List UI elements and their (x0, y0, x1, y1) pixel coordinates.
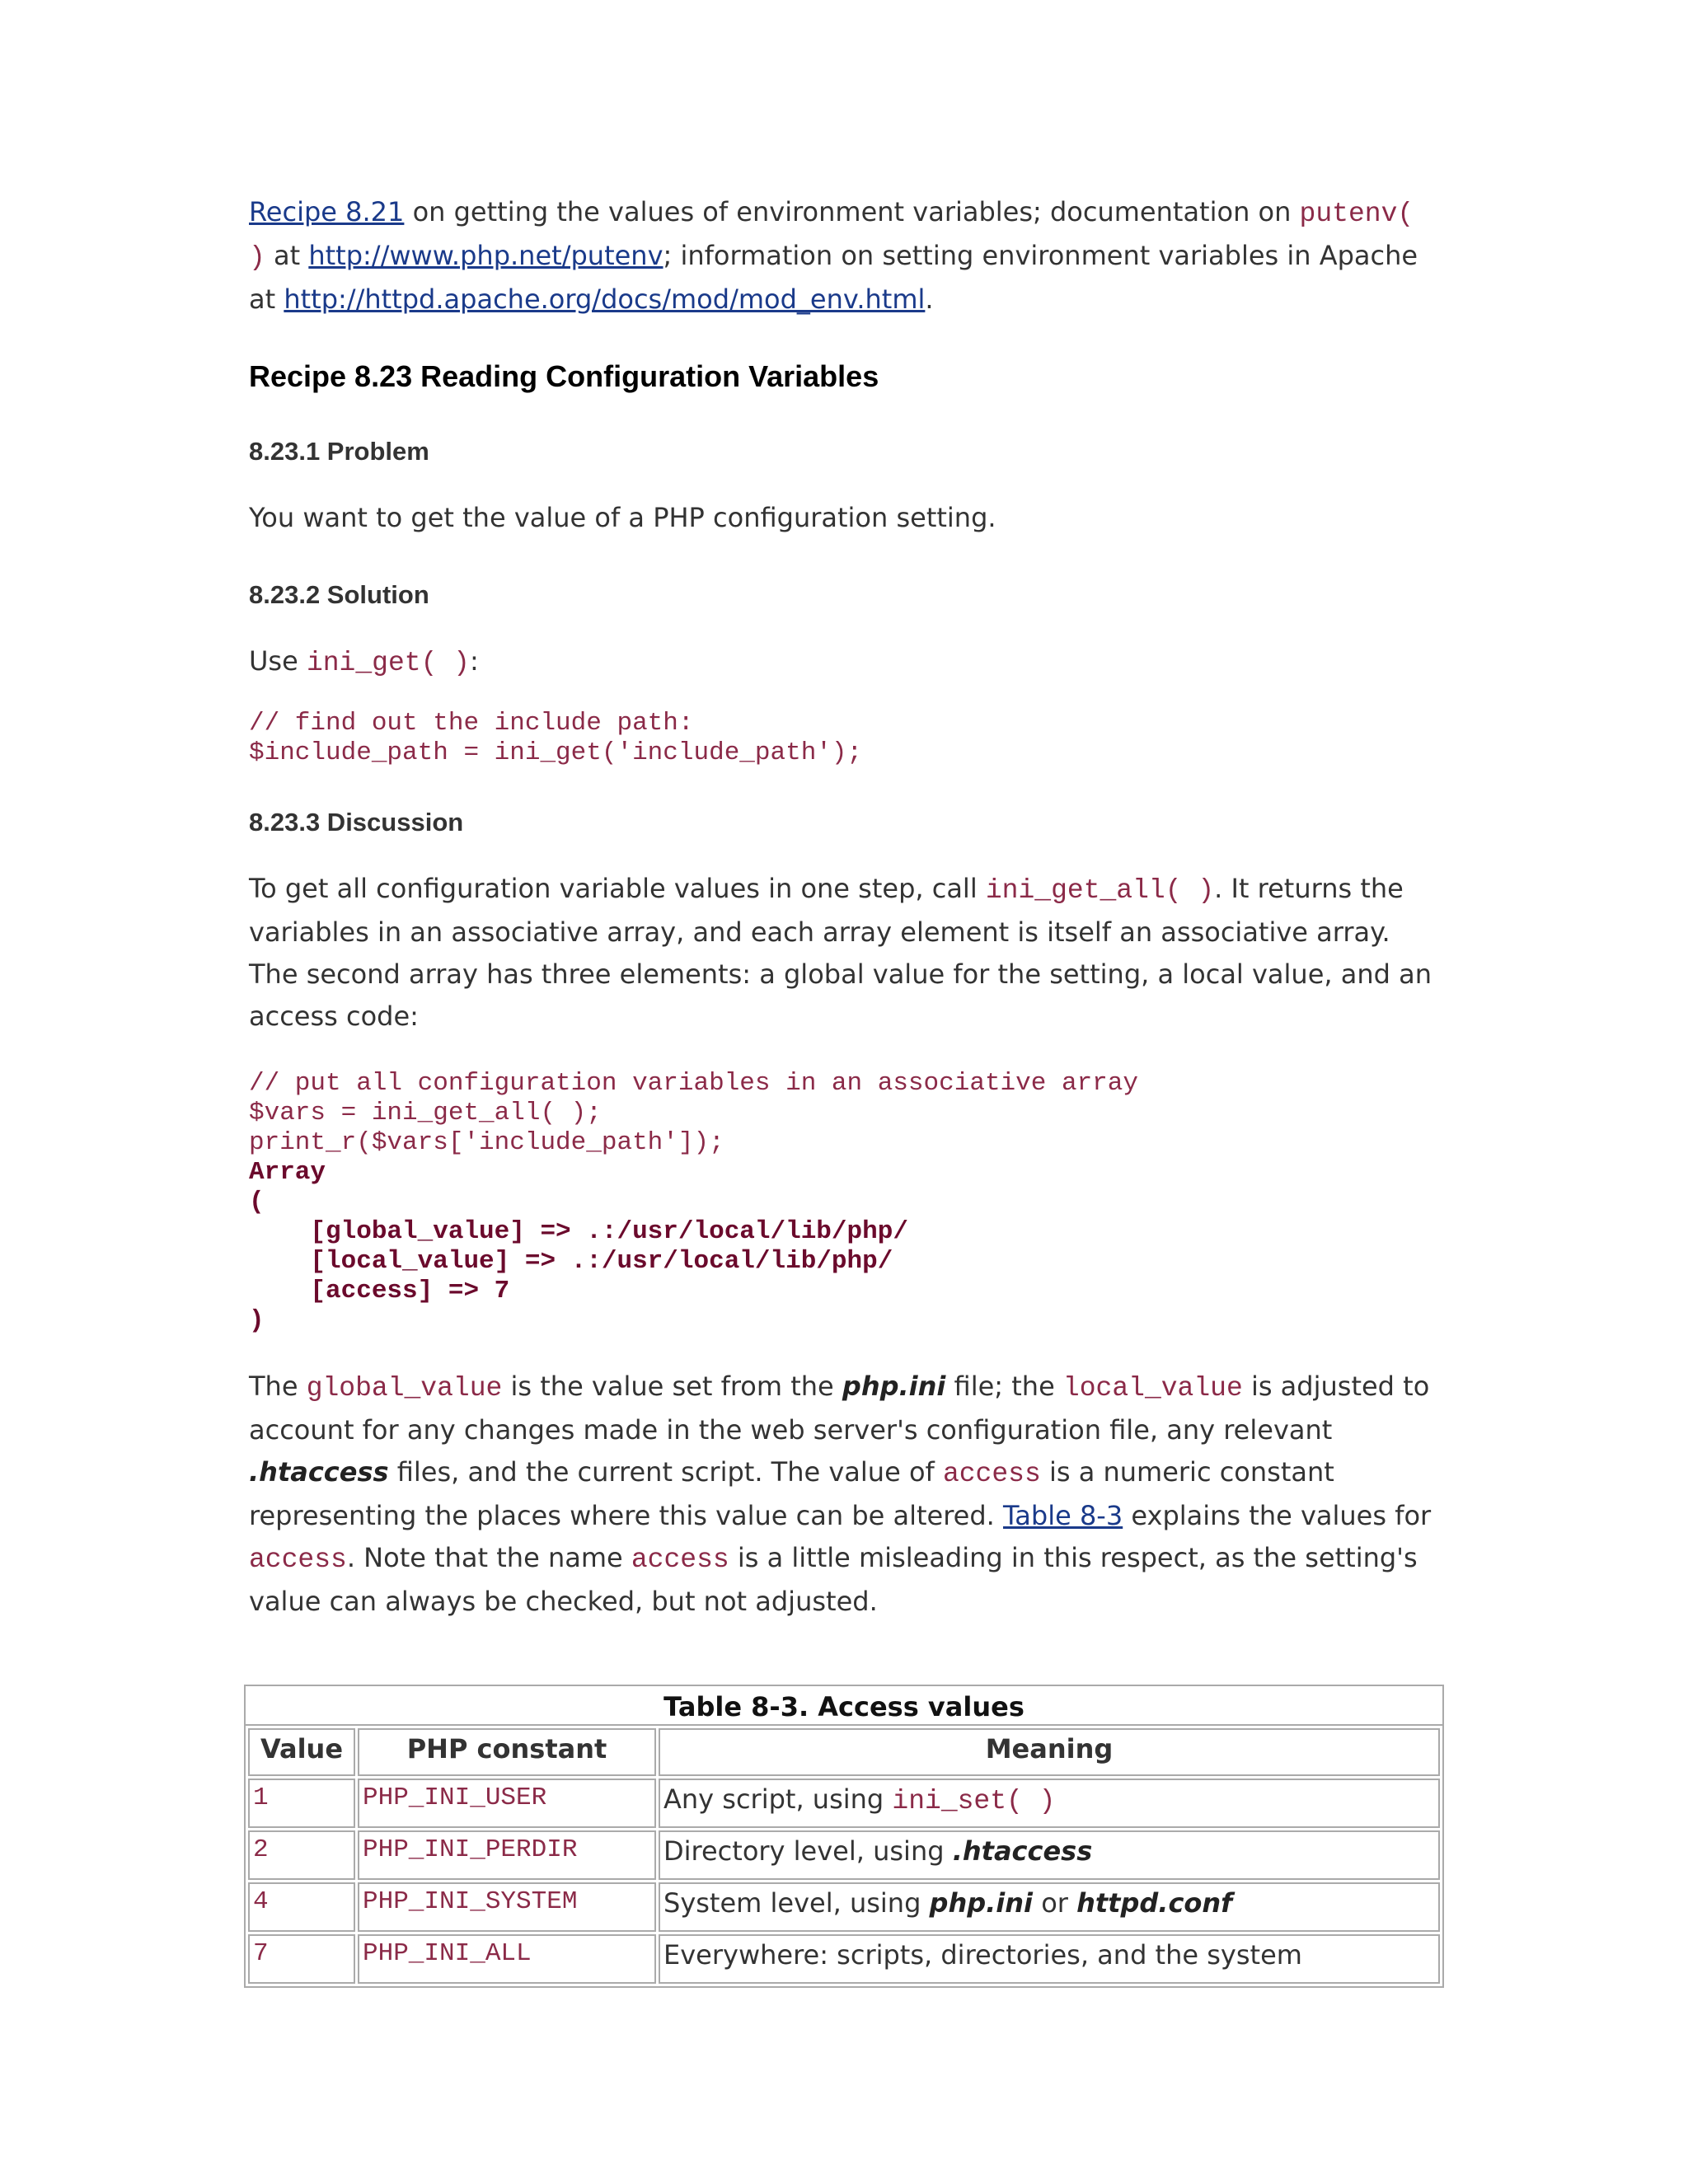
discussion-paragraph-2: The global_value is the value set from the php.ini file; the local_value is adjusted to account for any changes made in the web server's configuration file, any relevant .htaccess files, and the current script. The value of access is a numeric constant representing the places where this value can be altered. Table 8-3 explains the values for access. Note that the name access is a little misleading in this respect, as the setting's value can always be checked, but not adjusted. (249, 1371, 1432, 1617)
php-ini-emph: php.ini (929, 1887, 1034, 1919)
solution-text: Use ini_get( ): (249, 645, 479, 678)
cell-meaning: Any script, using ini_set( ) (659, 1779, 1440, 1828)
intro-paragraph: Recipe 8.21 on getting the values of environment variables; documentation on putenv( ) at http://www.php.net/putenv; information on setting environment variables in Apache at http://httpd.apache.org/docs/mod/mod_env.html. (249, 196, 1418, 315)
code-output: Array ( [global_value] => .:/usr/local/lib/php/ [local_value] => .:/usr/local/lib/php/ [access] => 7 ) (249, 1158, 908, 1335)
access-values-table (244, 1685, 1444, 1988)
access-code: access (942, 1459, 1041, 1489)
cell-value: 1 (248, 1779, 355, 1828)
apache-mod-env-link[interactable]: http://httpd.apache.org/docs/mod/mod_env.html (284, 284, 926, 315)
discussion-code-block (249, 1069, 1444, 1336)
table-row (248, 1779, 1440, 1828)
problem-text: You want to get the value of a PHP configuration setting. (249, 502, 996, 533)
problem-heading: 8.23.1 Problem (249, 437, 429, 466)
cell-value: 4 (248, 1882, 355, 1932)
ini-set-code: ini_set( ) (892, 1786, 1056, 1816)
local-value-code: local_value (1062, 1373, 1243, 1404)
htaccess-emph: .htaccess (249, 1456, 389, 1488)
access-code: access (249, 1544, 347, 1575)
discussion-paragraph-1: To get all configuration variable values in one step, call ini_get_all( ). It returns the variables in an associative array, and each array element is itself an associative array. The second array has three elements: a global value for the setting, a local value, and an access code: (249, 873, 1432, 1032)
code-input: // put all configuration variables in an associative array $vars = ini_get_all( ); print_r($vars['include_path']); (249, 1069, 1138, 1157)
php-ini-emph: php.ini (842, 1371, 946, 1402)
ini-get-code: ini_get( ) (306, 648, 470, 678)
header-php-constant: PHP constant (358, 1728, 656, 1776)
cell-constant: PHP_INI_PERDIR (358, 1830, 656, 1880)
solution-heading: 8.23.2 Solution (249, 580, 429, 609)
header-value: Value (248, 1728, 355, 1776)
table-header-row (248, 1728, 1440, 1776)
document-page (249, 191, 1444, 1623)
table-row (248, 1882, 1440, 1932)
table-caption: Table 8-3. Access values (244, 1685, 1444, 1724)
cell-value: 2 (248, 1830, 355, 1880)
solution-code-block: // find out the include path: $include_path = ini_get('include_path'); (249, 709, 863, 767)
access-code: access (631, 1544, 729, 1575)
table-row (248, 1830, 1440, 1880)
cell-meaning: Everywhere: scripts, directories, and the system (659, 1934, 1440, 1984)
recipe-title: Recipe 8.23 Reading Configuration Variables (249, 359, 879, 393)
discussion-heading: 8.23.3 Discussion (249, 808, 464, 837)
table-row (248, 1934, 1440, 1984)
ini-get-all-code: ini_get_all( ) (985, 875, 1215, 906)
cell-constant: PHP_INI_ALL (358, 1934, 656, 1984)
table-8-3-link[interactable]: Table 8-3 (1003, 1500, 1123, 1531)
htaccess-emph: .htaccess (952, 1835, 1093, 1867)
header-meaning: Meaning (659, 1728, 1440, 1776)
httpd-conf-emph: httpd.conf (1076, 1887, 1233, 1919)
cell-meaning: System level, using php.ini or httpd.conf (659, 1882, 1440, 1932)
cell-constant: PHP_INI_USER (358, 1779, 656, 1828)
cell-value: 7 (248, 1934, 355, 1984)
putenv-code: putenv( ) (249, 199, 1414, 273)
php-putenv-link[interactable]: http://www.php.net/putenv (308, 240, 663, 271)
cell-meaning: Directory level, using .htaccess (659, 1830, 1440, 1880)
global-value-code: global_value (306, 1373, 503, 1404)
cell-constant: PHP_INI_SYSTEM (358, 1882, 656, 1932)
recipe-8-21-link[interactable]: Recipe 8.21 (249, 196, 405, 227)
